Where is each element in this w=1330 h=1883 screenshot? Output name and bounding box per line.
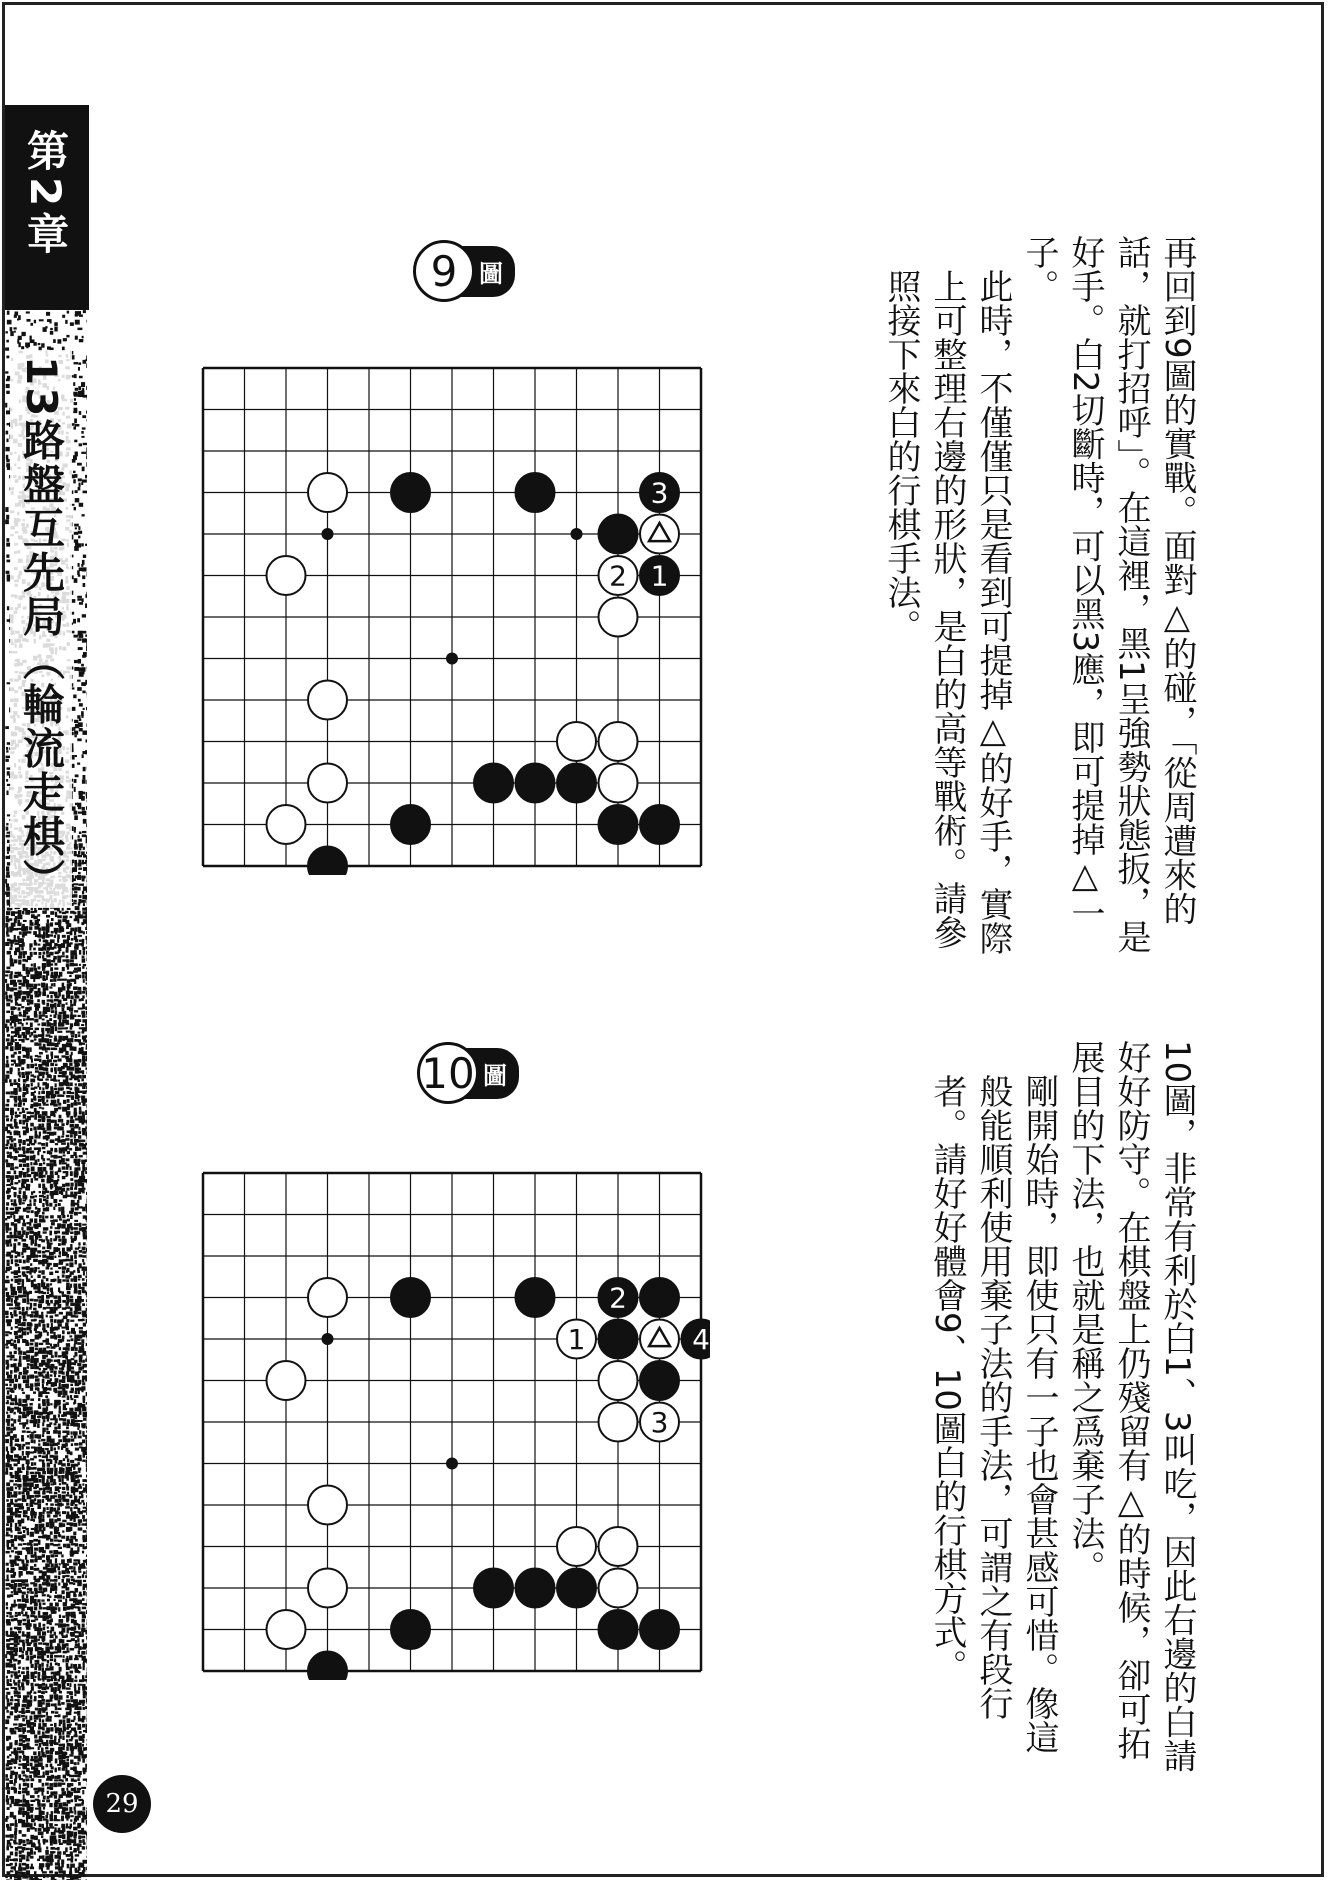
paragraph: 再回到9圖的實戰。面對△的碰，「從周遭來的話，就打招呼」。在這裡，黑1呈強勢狀態扳，是好手。白2切斷時，可以黑3應，即可提掉△一子。 [1016,235,1200,975]
move-number: 2 [609,1281,627,1315]
white-stone [308,1569,347,1608]
white-stone [308,473,347,512]
white-stone [557,722,596,761]
triangle-mark: △ [973,711,1013,751]
triangle-mark: △ [1065,856,1105,897]
move-number: 2 [609,559,627,593]
black-stone [516,1569,555,1608]
black-stone [640,1278,679,1317]
chapter-label: 第2章 [21,129,70,261]
white-stone [267,556,306,595]
figure-number: 10 [417,1042,479,1104]
white-stone [599,722,638,761]
black-stone [599,1320,638,1359]
figure-word: 圖 [459,246,515,297]
white-stone [599,764,638,803]
black-stone [640,805,679,844]
black-stone [391,1610,430,1649]
black-stone [516,1278,555,1317]
paragraph: 此時，不僅僅只是看到可提掉△的好手，實際上可整理右邊的形狀，是白的高等戰術。請參照接下來白的行棋手法。 [878,269,1016,975]
black-stone [640,1610,679,1649]
star-point [446,653,458,665]
white-stone [599,1403,638,1442]
star-point [571,528,583,540]
black-stone [474,764,513,803]
star-point [322,528,334,540]
white-stone [267,805,306,844]
figure-10-label [417,1042,519,1104]
white-stone [640,1403,679,1442]
black-stone [599,1278,638,1317]
white-stone [599,598,638,637]
white-stone [308,681,347,720]
white-stone [599,1361,638,1400]
black-stone [557,1569,596,1608]
spine-title: 13路盤互先局（輪流走棋） [10,350,72,908]
paragraph: 剛開始時，即使只有一子也會甚感可惜。像這般能順利使用棄子法的手法，可謂之有段行者。請好好體會9、10圖白的行棋方式。 [927,1074,1059,1754]
black-stone [308,847,347,876]
black-stone [391,805,430,844]
black-stone [557,764,596,803]
black-stone [474,1569,513,1608]
black-stone [516,473,555,512]
lower-text-block [924,1040,1200,1780]
page-number: 29 [93,1775,151,1833]
black-stone [391,1278,430,1317]
white-stone [308,1278,347,1317]
black-stone [599,805,638,844]
triangle-mark: △ [1111,1482,1151,1522]
figure-word: 圖 [463,1048,519,1099]
figure-number: 9 [413,240,475,302]
black-stone [640,473,679,512]
star-point [322,1333,334,1345]
white-stone [599,1527,638,1566]
white-stone [267,1610,306,1649]
white-stone [267,1361,306,1400]
paragraph: 10圖，非常有利於白1、3叫吃，因此右邊的白請好好防守。在棋盤上仍殘留有△的時候，卻可拓展目的下法，也就是稱之爲棄子法。 [1065,1040,1197,1773]
black-stone [640,1361,679,1400]
white-stone [557,1320,596,1359]
white-stone [640,1320,679,1359]
white-stone [308,764,347,803]
star-point [446,1458,458,1470]
black-stone [308,1652,347,1681]
black-stone [599,1610,638,1649]
go-board-figure-9 [195,360,710,875]
go-board-figure-10 [195,1165,710,1680]
white-stone [599,1569,638,1608]
black-stone [599,515,638,554]
black-stone [640,556,679,595]
black-stone [391,473,430,512]
upper-text-block [878,235,1200,975]
chapter-tab [5,105,89,310]
move-number: 1 [650,559,669,593]
white-stone [599,556,638,595]
black-stone [682,1320,711,1359]
white-stone [557,1527,596,1566]
figure-9-label [413,240,515,302]
triangle-mark: △ [1157,596,1197,637]
black-stone [516,764,555,803]
white-stone [640,515,679,554]
move-number: 3 [650,476,669,510]
move-number: 4 [692,1323,710,1356]
white-stone [308,1486,347,1525]
move-number: 1 [567,1323,586,1356]
move-number: 3 [650,1406,669,1439]
